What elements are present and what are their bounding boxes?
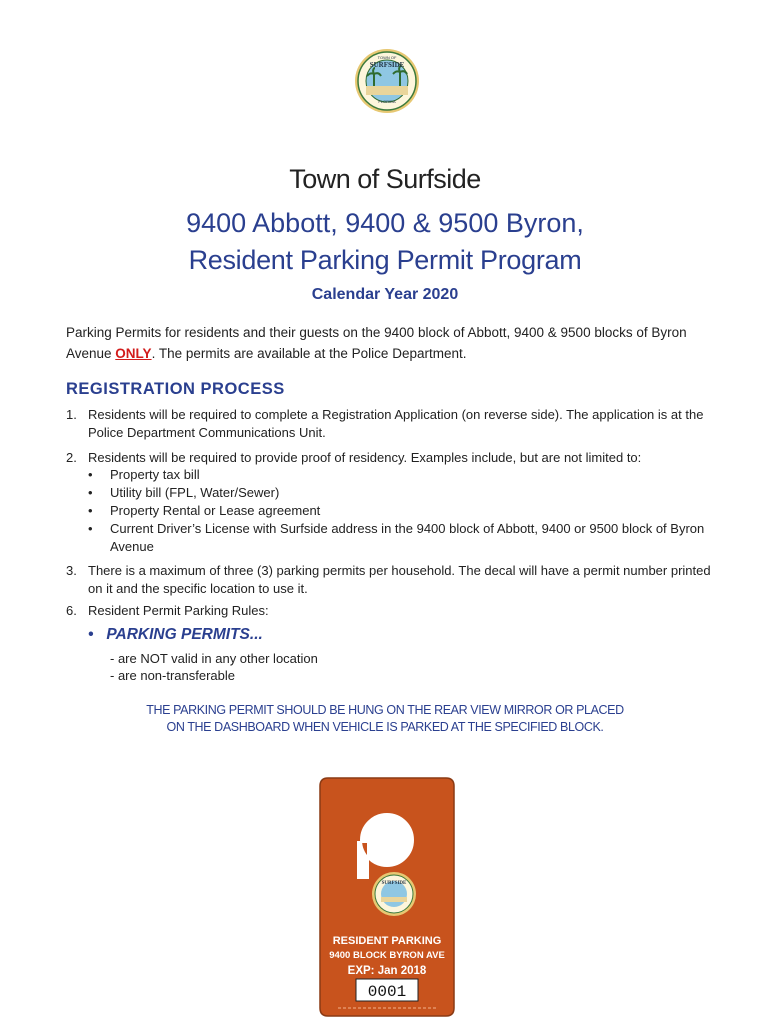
bullet-dot: • — [88, 485, 93, 500]
item-number: 2. — [66, 450, 77, 465]
permit-hanger-image — [318, 776, 456, 1018]
hanger-expiry: EXP: Jan 2018 — [347, 965, 427, 977]
heading-text: PARKING PERMITS... — [106, 626, 263, 643]
bullet-dot: • — [88, 503, 93, 518]
hanger-seal-name: SURFSIDE — [381, 881, 407, 886]
calendar-year: Calendar Year 2020 — [311, 286, 459, 303]
item-text: Residents will be required to complete a Registration Application (on reverse side). The application is at the Police Department Communications Unit. — [88, 407, 704, 440]
proof-text: Utility bill (FPL, Water/Sewer) — [110, 485, 280, 500]
proof-text: Property tax bill — [110, 467, 200, 482]
hang-notice-line: ON THE DASHBOARD WHEN VEHICLE IS PARKED AT THE SPECIFIED BLOCK. — [166, 720, 604, 734]
item-text: Residents will be required to provide proof of residency. Examples include, but are not limited to: — [88, 450, 642, 465]
proof-item — [88, 484, 718, 502]
registration-item — [66, 602, 716, 620]
bullet-dot: • — [88, 467, 93, 482]
town-title: Town of Surfside — [289, 164, 481, 194]
hanger-title: RESIDENT PARKING — [332, 935, 442, 947]
registration-item — [66, 562, 716, 598]
rule-line: - are NOT valid in any other location — [110, 651, 318, 666]
parking-permits-heading — [88, 626, 263, 644]
proof-text: Current Driver’s License with Surfside address in the 9400 block of Abbott, 9400 or 9500 block of Byron Avenue — [110, 521, 705, 554]
only-emphasis: ONLY — [115, 346, 152, 361]
rule-line: - are non-transferable — [110, 668, 236, 683]
bullet-dot: • — [88, 521, 93, 536]
registration-item — [66, 406, 716, 442]
intro-paragraph — [66, 322, 716, 364]
proof-item — [88, 520, 718, 556]
seal-town-of: TOWN OF — [377, 55, 397, 60]
item-text: There is a maximum of three (3) parking permits per household. The decal will have a permit number printed on it and the specific location to use it. — [88, 563, 711, 596]
registration-item — [66, 449, 716, 467]
seal-town-name: SURFSIDE — [369, 61, 405, 69]
streets-title: 9400 Abbott, 9400 & 9500 Byron, — [186, 208, 584, 238]
heading-bullet: • — [88, 626, 94, 643]
intro-text-before: Parking Permits for residents and their guests on the 9400 block of Abbott, 9400 & 9500 blocks of Byron Avenue — [66, 325, 687, 361]
registration-heading: REGISTRATION PROCESS — [66, 380, 285, 398]
hanger-permit-number: 0001 — [367, 983, 407, 1001]
item-number: 1. — [66, 407, 77, 422]
hanger-block: 9400 BLOCK BYRON AVE — [329, 950, 445, 961]
item-text: Resident Permit Parking Rules: — [88, 603, 269, 618]
seal-state: FLORIDA — [378, 99, 396, 104]
hang-notice-line: THE PARKING PERMIT SHOULD BE HUNG ON THE REAR VIEW MIRROR OR PLACED — [146, 703, 624, 717]
town-seal-logo — [354, 48, 420, 114]
proof-item — [88, 466, 718, 484]
item-number: 6. — [66, 603, 77, 618]
proof-item — [88, 502, 718, 520]
item-number: 3. — [66, 563, 77, 578]
program-title: Resident Parking Permit Program — [188, 245, 582, 275]
proof-text: Property Rental or Lease agreement — [110, 503, 321, 518]
intro-text-after: . The permits are available at the Police Department. — [151, 346, 467, 361]
